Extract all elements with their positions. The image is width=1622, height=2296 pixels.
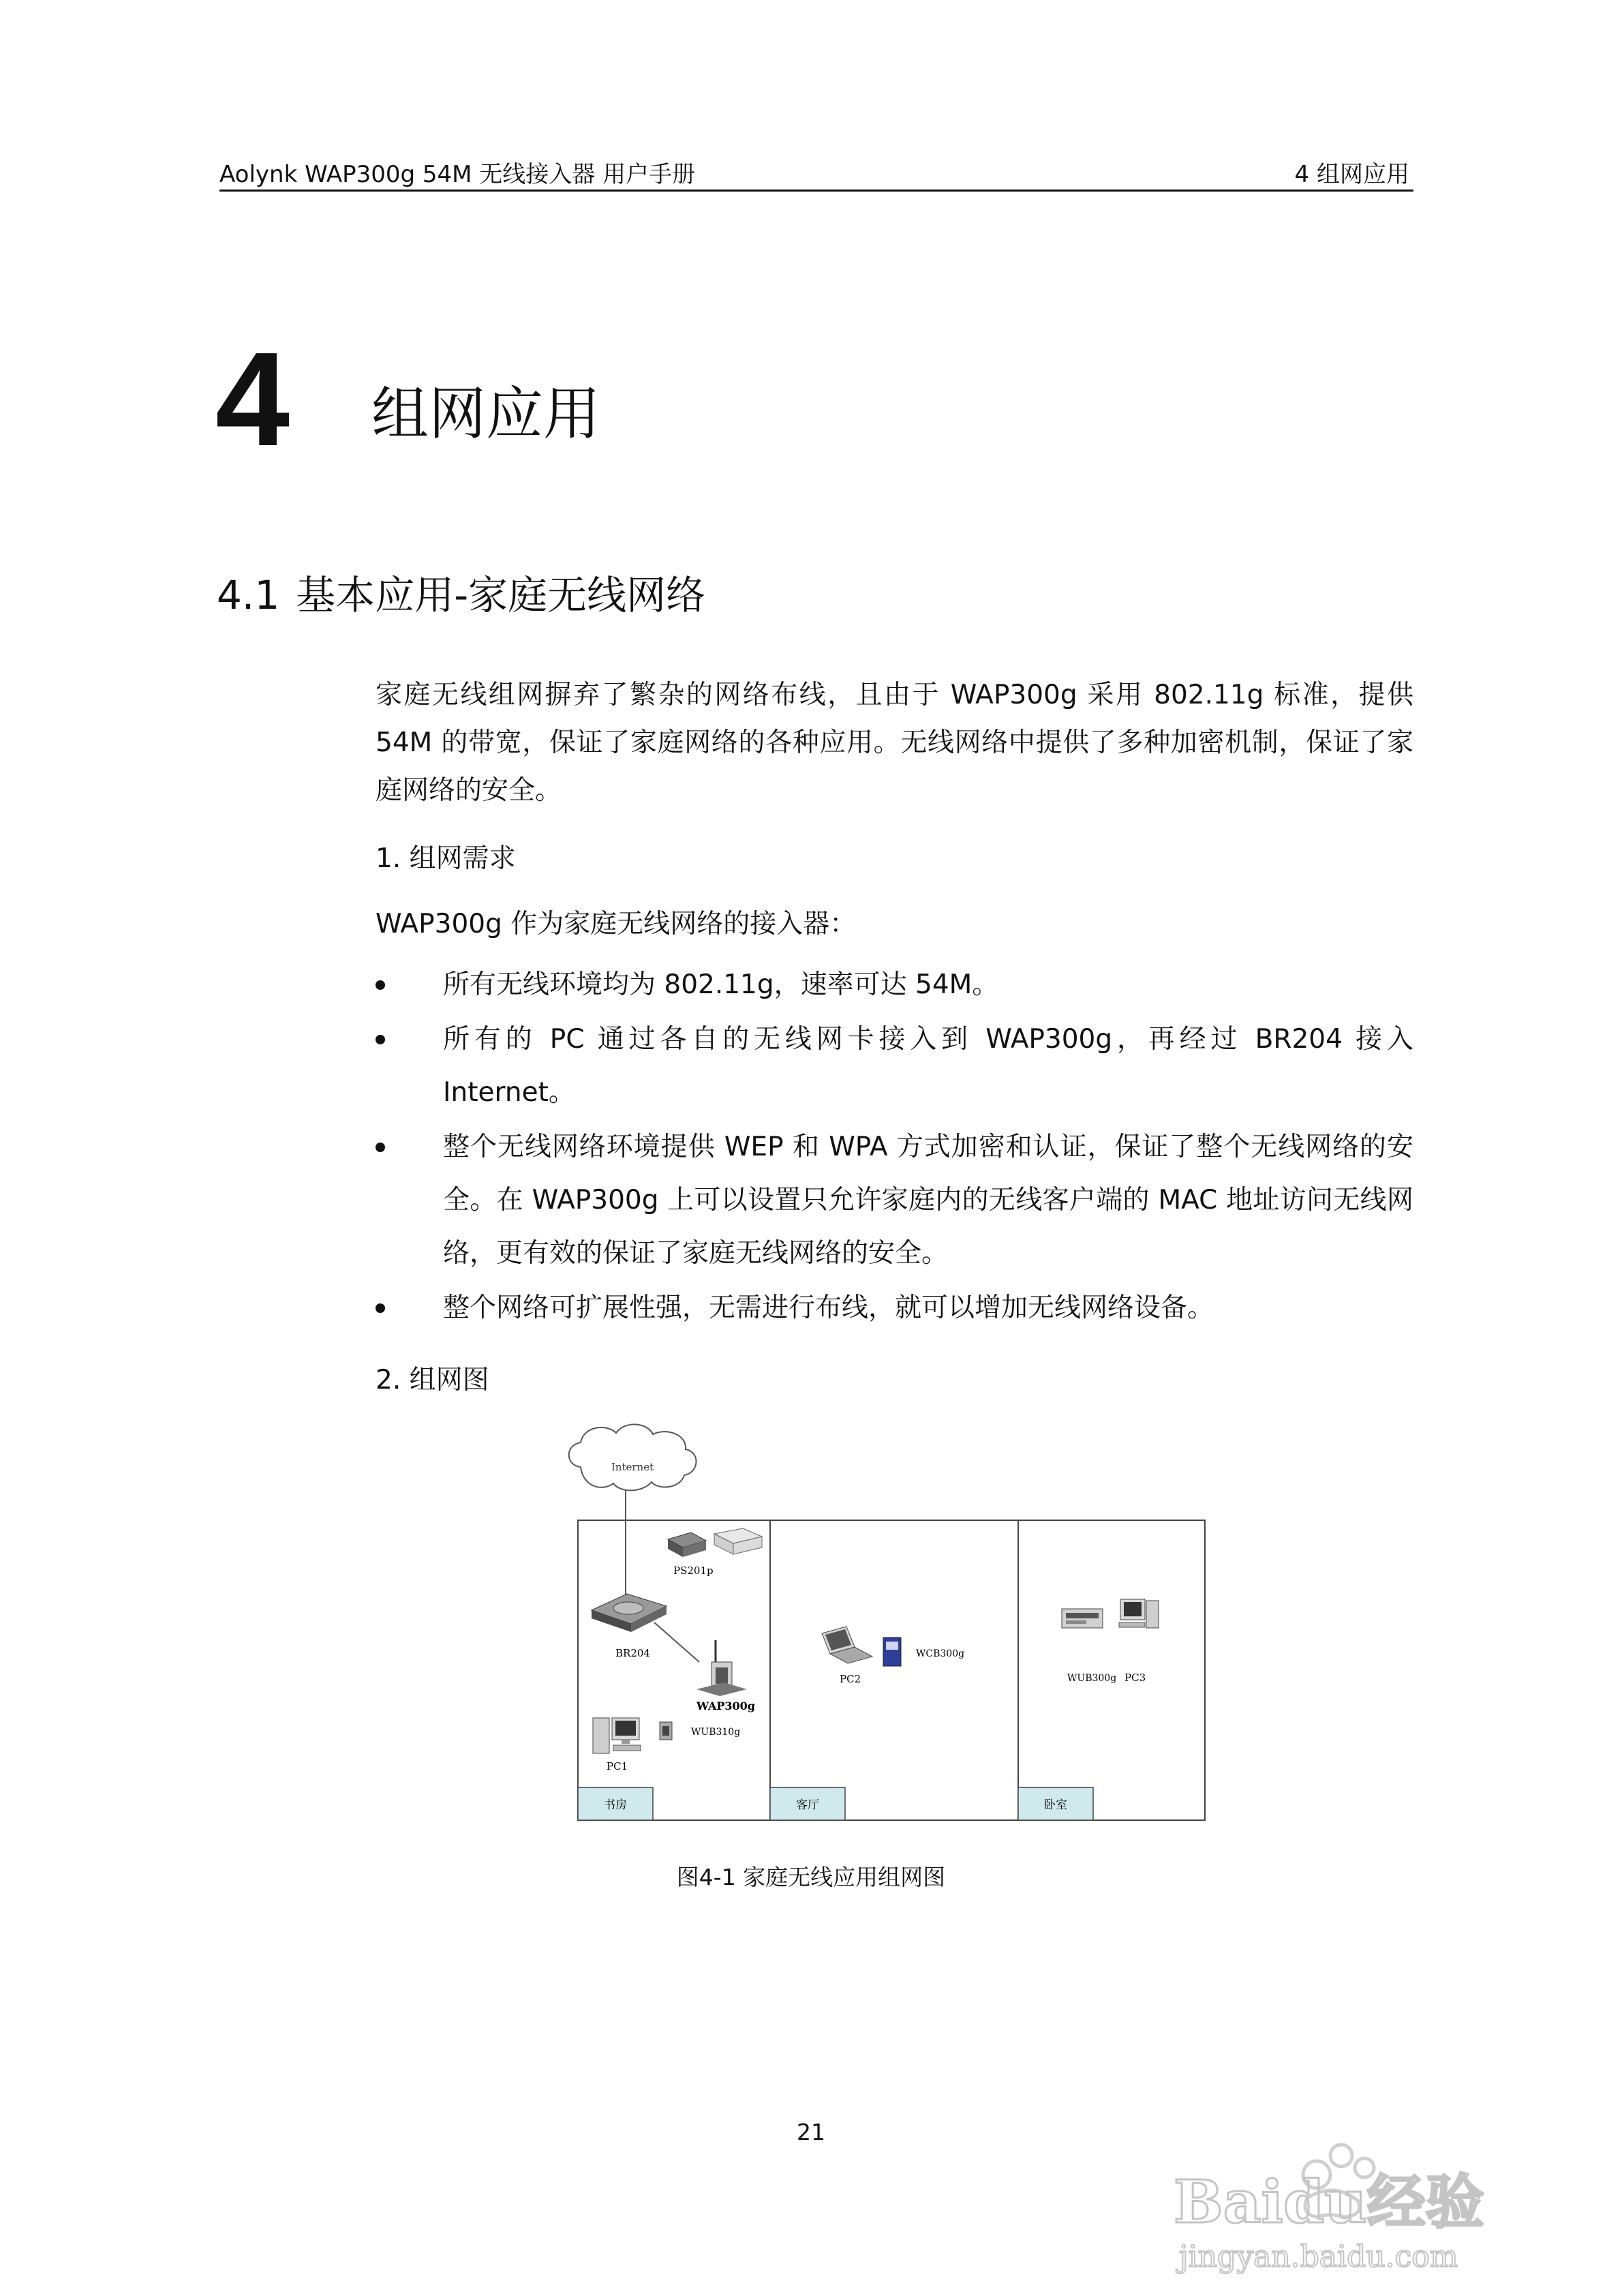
chapter-number: 4 [215, 324, 290, 474]
bullet-icon [376, 1303, 385, 1313]
requirements-heading: 1. 组网需求 [376, 843, 516, 874]
svg-text:BR204: BR204 [615, 1647, 650, 1659]
list-item: 所有无线环境均为 802.11g，速率可达 54M。 [376, 958, 1413, 1012]
svg-text:客厅: 客厅 [796, 1798, 819, 1812]
intro-paragraph: 家庭无线组网摒弃了繁杂的网络布线，且由于 WAP300g 采用 802.11g 标准，提供 54M 的带宽，保证了家庭网络的各种应用。无线网络中提供了多种加密机制，保证了家庭网络的安全。 [376, 680, 1413, 806]
svg-text:PC2: PC2 [840, 1673, 861, 1685]
bullet-icon [376, 1035, 385, 1044]
pc1-computer-icon [593, 1718, 641, 1772]
section-heading [217, 572, 706, 618]
room-label-study [578, 1787, 653, 1820]
svg-text:WCB300g: WCB300g [916, 1648, 965, 1659]
svg-text:PC1: PC1 [607, 1760, 628, 1772]
section-number: 4.1 [217, 572, 280, 618]
svg-text:PS201p: PS201p [673, 1565, 714, 1577]
wap300g-access-point-icon [696, 1640, 755, 1712]
svg-text:WUB300g: WUB300g [1067, 1673, 1117, 1684]
br204-router-icon [592, 1594, 667, 1659]
diagram-heading: 2. 组网图 [376, 1365, 489, 1395]
pc3-computer-icon [1119, 1599, 1159, 1684]
svg-text:PC3: PC3 [1124, 1672, 1146, 1684]
diagram-frame [578, 1520, 1205, 1820]
running-header-right: 4 组网应用 [1294, 161, 1409, 188]
network-diagram [545, 1418, 1227, 1841]
list-item: 所有的 PC 通过各自的无线网卡接入到 WAP300g，再经过 BR204 接入 Internet。 [376, 1013, 1413, 1119]
room-label-bedroom [1018, 1787, 1093, 1820]
pc2-laptop-icon [822, 1627, 872, 1685]
svg-text:Internet: Internet [611, 1461, 654, 1473]
list-item: 整个网络可扩展性强，无需进行布线，就可以增加无线网络设备。 [376, 1282, 1413, 1335]
svg-text:书房: 书房 [604, 1798, 627, 1812]
svg-text:WUB310g: WUB310g [691, 1727, 741, 1738]
wub310g-adapter-icon [660, 1722, 740, 1740]
svg-text:WAP300g: WAP300g [697, 1700, 755, 1712]
wub300g-adapter-icon [1062, 1609, 1116, 1684]
requirements-list [376, 958, 1413, 1336]
bullet-icon [376, 1143, 385, 1152]
svg-text:jingyan.baidu.com: jingyan.baidu.com [1179, 2239, 1458, 2274]
figure-caption: 图4-1 家庭无线应用组网图 [676, 1864, 946, 1890]
section-title: 基本应用-家庭无线网络 [296, 572, 706, 618]
bullet-icon [376, 980, 385, 990]
page-number: 21 [797, 2119, 825, 2145]
ps201p-device [668, 1528, 762, 1577]
running-header-left: Aolynk WAP300g 54M 无线接入器 用户手册 [219, 161, 696, 188]
svg-text:Baidu经验: Baidu经验 [1174, 2168, 1484, 2237]
wcb300g-card-icon [883, 1637, 964, 1666]
svg-text:卧室: 卧室 [1044, 1798, 1067, 1812]
baidu-watermark-logo [1174, 2127, 1528, 2277]
internet-cloud-icon [569, 1424, 697, 1490]
chapter-title: 组网应用 [371, 380, 601, 447]
header-rule [219, 190, 1413, 192]
requirements-lead: WAP300g 作为家庭无线网络的接入器： [376, 909, 857, 939]
room-label-living [770, 1787, 845, 1820]
list-item: 整个无线网络环境提供 WEP 和 WPA 方式加密和认证，保证了整个无线网络的安全。在 WAP300g 上可以设置只允许家庭内的无线客户端的 MAC 地址访问无线网络，更有效的保证了家庭无线网络的安全。 [376, 1121, 1413, 1280]
